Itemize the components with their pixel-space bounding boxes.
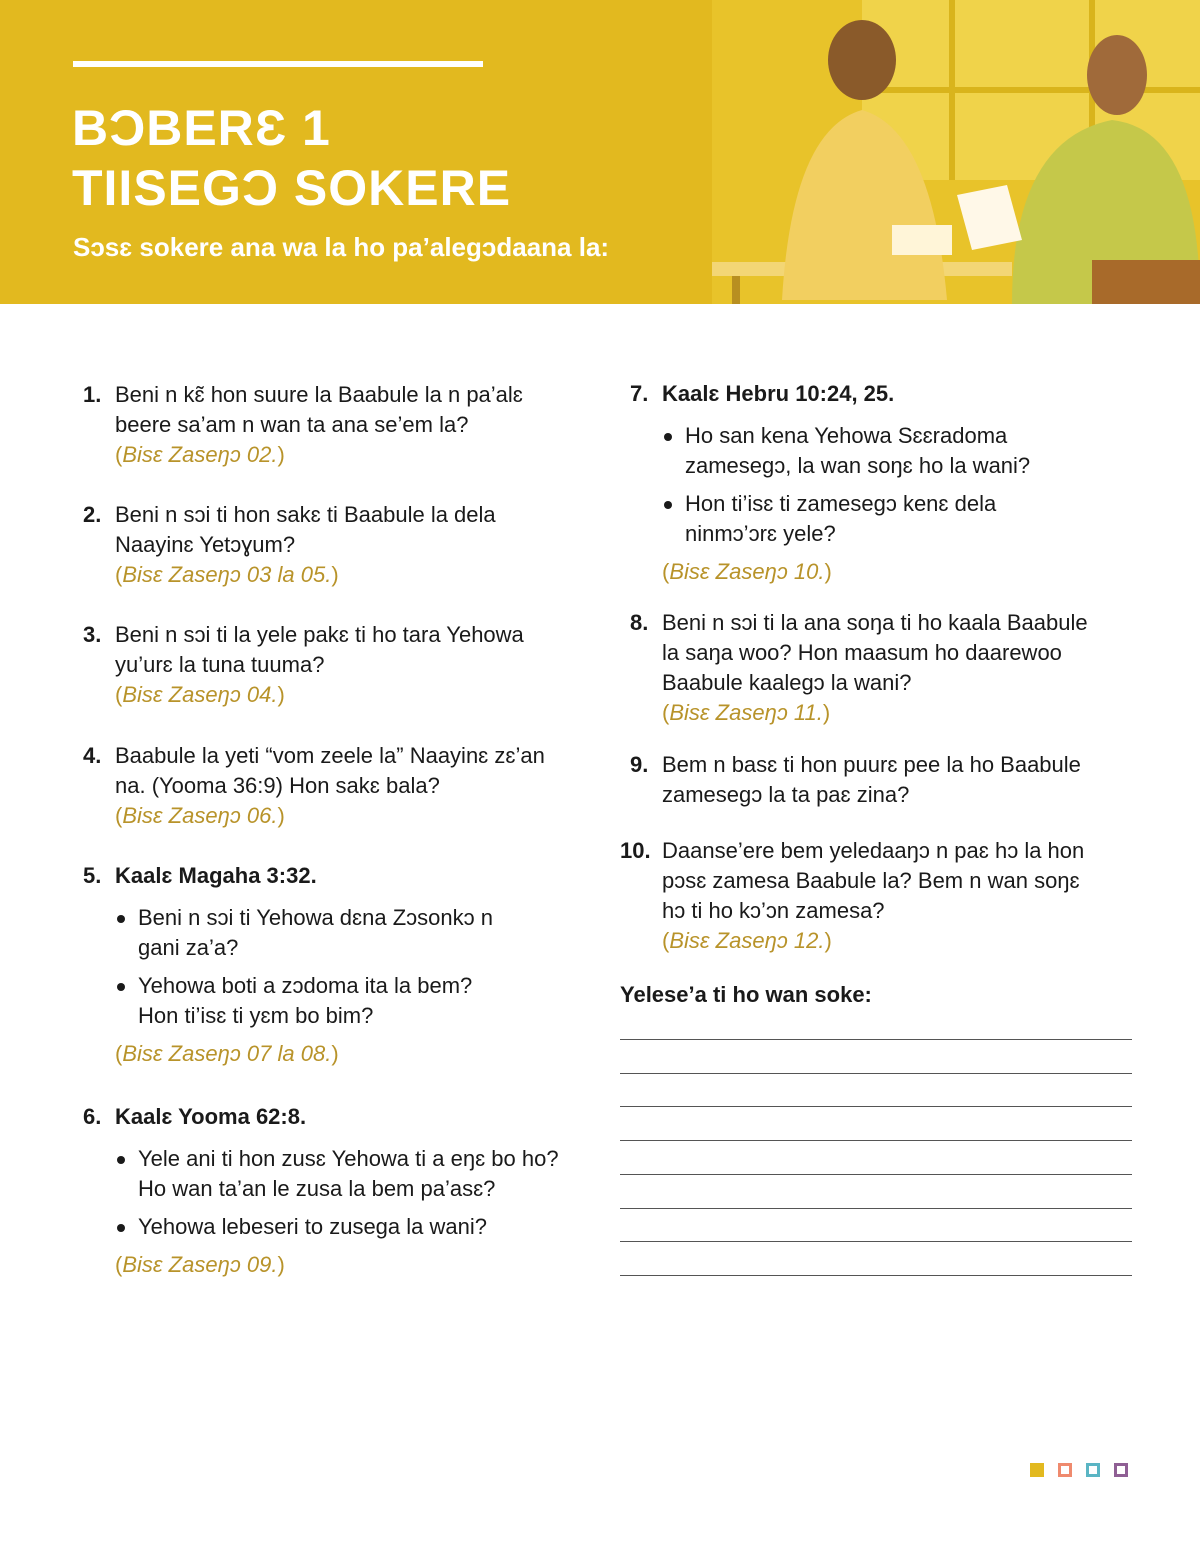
- question-5: [83, 861, 583, 1069]
- bullet-item: Hon ti’isɛ ti zamesegɔ kenɛ dela ninmɔ’ɔrɛ yele?: [662, 489, 1110, 549]
- illustration-bible-study: [712, 0, 1200, 304]
- progress-square-empty-icon: [1086, 1463, 1100, 1477]
- note-line[interactable]: [620, 1208, 1132, 1209]
- question-text: Beni n sɔi ti hon sakɛ ti Baabule la dela: [115, 502, 496, 527]
- note-line[interactable]: [620, 1140, 1132, 1141]
- question-1: [83, 380, 563, 470]
- question-9: [630, 750, 1120, 810]
- question-2: [83, 500, 563, 590]
- question-text: zamesegɔ la ta paɛ zina?: [662, 782, 910, 807]
- question-number: 2.: [83, 502, 102, 527]
- progress-square-empty-icon: [1058, 1463, 1072, 1477]
- question-number: 8.: [630, 610, 649, 635]
- progress-square-filled-icon: [1030, 1463, 1044, 1477]
- scripture-heading: Kaalɛ Yooma 62:8.: [115, 1104, 307, 1129]
- page-title: [72, 98, 511, 218]
- question-number: 7.: [630, 381, 649, 406]
- question-text: na. (Yooma 36:9) Hon sakɛ bala?: [115, 773, 440, 798]
- notes-heading: Yelese’a ti ho wan soke:: [620, 982, 872, 1007]
- question-text: Naayinɛ Yetɔɣum?: [115, 532, 296, 557]
- reference-link[interactable]: (Bisɛ Zaseŋɔ 06.): [115, 803, 285, 828]
- reference-link[interactable]: (Bisɛ Zaseŋɔ 11.): [662, 700, 831, 725]
- header-rule: [73, 61, 483, 67]
- question-text: Beni n sɔi ti la ana soŋa ti ho kaala Baabule: [662, 610, 1088, 635]
- question-number: 9.: [630, 752, 649, 777]
- question-text: beere sa’am n wan ta ana se’em la?: [115, 412, 469, 437]
- reference-link[interactable]: (Bisɛ Zaseŋɔ 10.): [662, 559, 832, 584]
- question-text: hɔ ti ho kɔ’ɔn zamesa?: [662, 898, 885, 923]
- scripture-heading: Kaalɛ Hebru 10:24, 25.: [662, 381, 895, 406]
- question-number: 4.: [83, 743, 102, 768]
- question-number: 1.: [83, 382, 102, 407]
- reference-link[interactable]: (Bisɛ Zaseŋɔ 04.): [115, 682, 285, 707]
- note-line[interactable]: [620, 1106, 1132, 1107]
- question-text: la saŋa woo? Hon maasum ho daarewoo: [662, 640, 1062, 665]
- title-line-1: BƆBERƐ 1: [72, 100, 331, 156]
- note-line[interactable]: [620, 1073, 1132, 1074]
- question-number: 3.: [83, 622, 102, 647]
- question-number: 5.: [83, 863, 102, 888]
- question-number: 10.: [620, 838, 651, 863]
- question-3: [83, 620, 563, 710]
- question-text: Daanse’ere bem yeledaaŋɔ n paɛ hɔ la hon: [662, 838, 1085, 863]
- note-line[interactable]: [620, 1039, 1132, 1040]
- progress-square-empty-icon: [1114, 1463, 1128, 1477]
- reference-link[interactable]: (Bisɛ Zaseŋɔ 02.): [115, 442, 285, 467]
- question-text: Bem n basɛ ti hon puurɛ pee la ho Baabule: [662, 752, 1081, 777]
- question-text: yu’urɛ la tuna tuuma?: [115, 652, 325, 677]
- bullet-item: Yehowa lebeseri to zusega la wani?: [115, 1212, 593, 1242]
- bullet-item: Yele ani ti hon zusɛ Yehowa ti a eŋɛ bo ho? Ho wan ta’an le zusa la bem pa’asɛ?: [115, 1144, 593, 1204]
- reference-link[interactable]: (Bisɛ Zaseŋɔ 07 la 08.): [115, 1041, 339, 1066]
- scripture-heading: Kaalɛ Magaha 3:32.: [115, 863, 317, 888]
- question-8: [630, 608, 1120, 728]
- question-text: Beni n sɔi ti la yele pakɛ ti ho tara Yehowa: [115, 622, 524, 647]
- note-line[interactable]: [620, 1241, 1132, 1242]
- question-7: [630, 379, 1110, 587]
- question-text: pɔsɛ zamesa Baabule la? Bem n wan soŋɛ: [662, 868, 1080, 893]
- question-text: Baabule la yeti “vom zeele la” Naayinɛ zɛ’an: [115, 743, 545, 768]
- question-4: [83, 741, 573, 831]
- reference-link[interactable]: (Bisɛ Zaseŋɔ 09.): [115, 1252, 285, 1277]
- reference-link[interactable]: (Bisɛ Zaseŋɔ 03 la 05.): [115, 562, 339, 587]
- bullet-item: Yehowa boti a zɔdoma ita la bem? Hon ti’isɛ ti yɛm bo bim?: [115, 971, 583, 1031]
- bullet-item: Beni n sɔi ti Yehowa dɛna Zɔsonkɔ n gani za’a?: [115, 903, 583, 963]
- reference-link[interactable]: (Bisɛ Zaseŋɔ 12.): [662, 928, 832, 953]
- note-line[interactable]: [620, 1275, 1132, 1276]
- bullet-item: Ho san kena Yehowa Sɛɛradoma zamesegɔ, la wan soŋɛ ho la wani?: [662, 421, 1110, 481]
- header-banner: [0, 0, 1200, 304]
- title-line-2: TIISEGƆ SOKERE: [72, 160, 512, 216]
- question-text: Baabule kaalegɔ la wani?: [662, 670, 912, 695]
- question-number: 6.: [83, 1104, 102, 1129]
- question-text: Beni n kɛ̃ hon suure la Baabule la n pa’alɛ: [115, 382, 523, 407]
- page-subtitle: Sɔsɛ sokere ana wa la ho pa’alegɔdaana la:: [73, 232, 610, 262]
- note-line[interactable]: [620, 1174, 1132, 1175]
- question-6: [83, 1102, 593, 1280]
- question-10: [620, 836, 1120, 956]
